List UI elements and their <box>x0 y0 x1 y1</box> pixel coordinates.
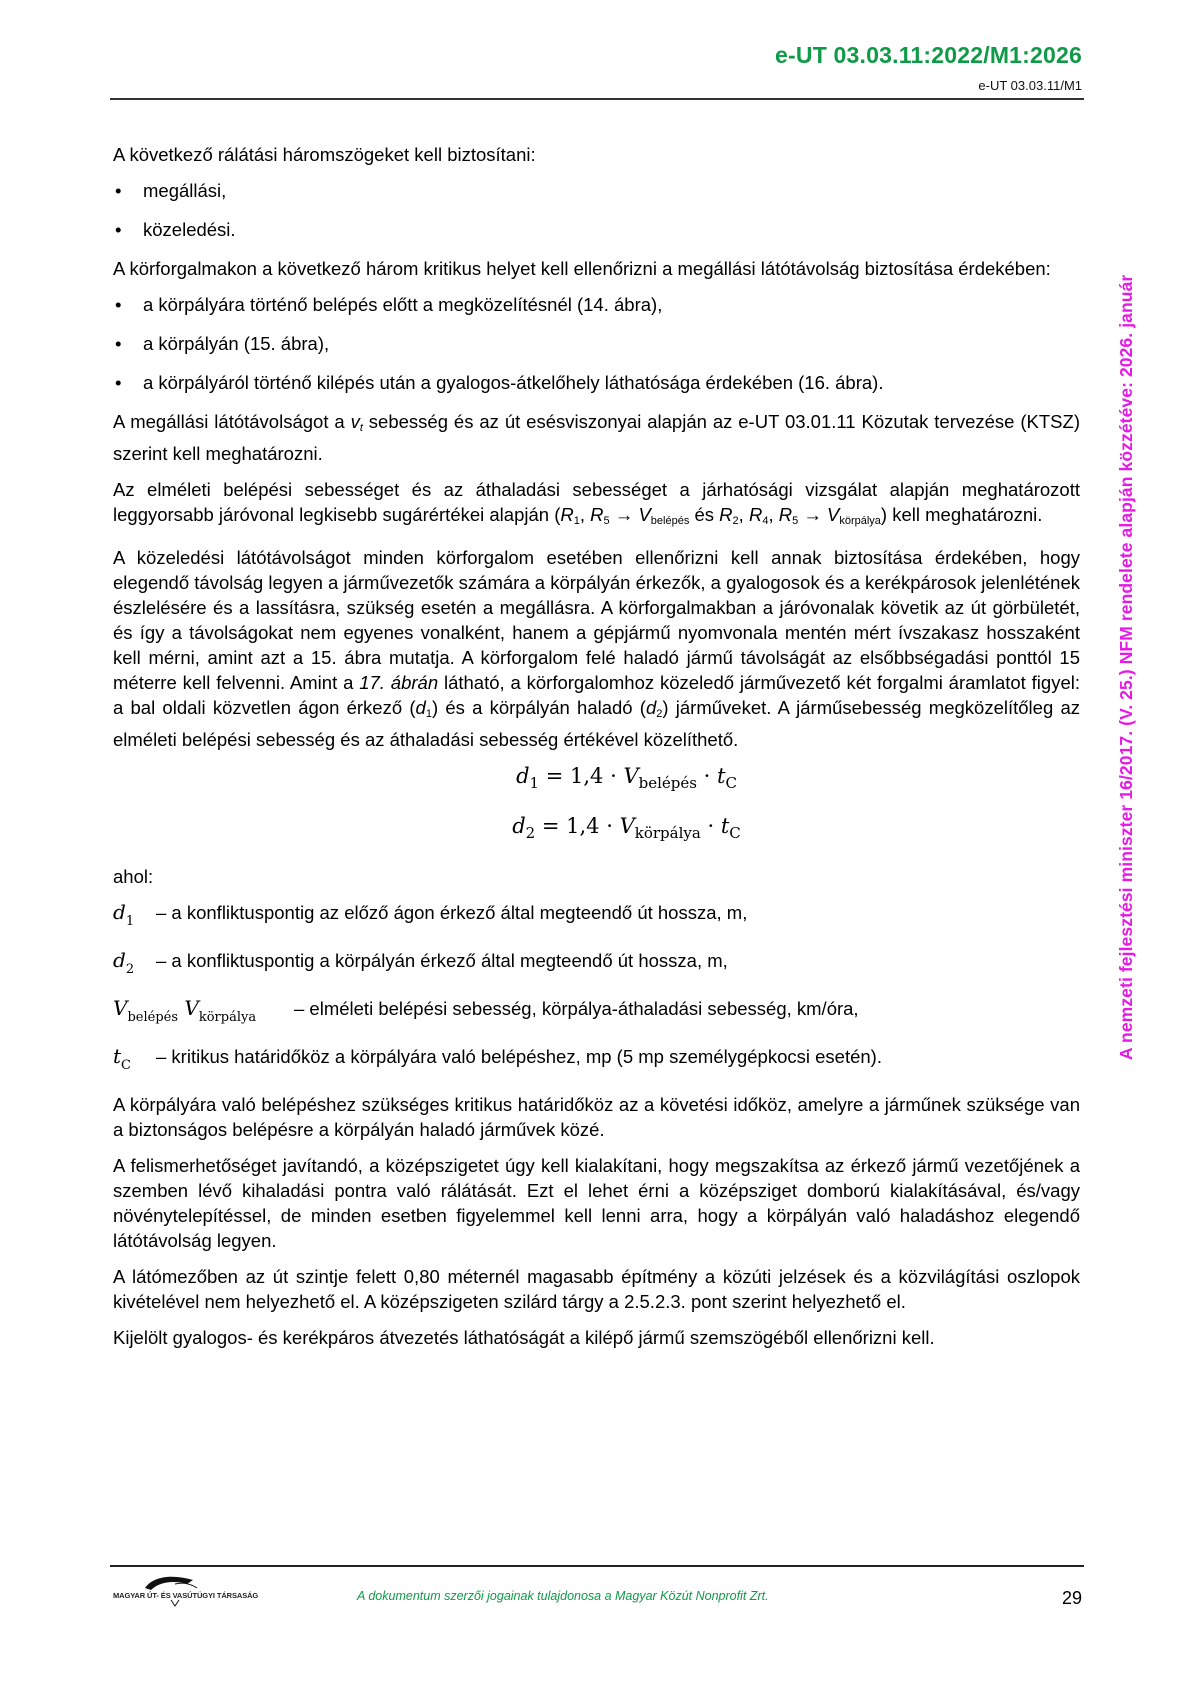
paragraph-central-island: A felismerhetőséget javítandó, a középszigetet úgy kell kialakítani, hogy megszakítsa az érkező jármű vezetőjének a szemben lévő kihaladási pontra való rálátását. Ezt el lehet érni a középsziget domború kialakításával, és/vagy növénytelepítéssel, de minden esetben figyelemmel kell lenni arra, hogy a körpályán való haladáshoz elegendő látótávolság legyen. <box>113 1155 1080 1251</box>
copyright-notice: A dokumentum szerzői jogainak tulajdonosa a Magyar Közút Nonprofit Zrt. <box>357 1589 769 1603</box>
bullet-icon: • <box>115 180 122 201</box>
list-item: • a körpályán (15. ábra), <box>115 333 330 354</box>
definition-row: $t_C$ – kritikus határidőköz a körpályára való belépéshez, mp (5 mp személygépkocsi esetén). <box>113 1044 882 1073</box>
page-body <box>113 142 1080 1361</box>
bullet-icon: • <box>115 333 122 354</box>
paragraph-stopping-distance: A megállási látótávolságot a $v_t$ sebesség és az út esésviszonyai alapján az e-UT 03.01.11 Közutak tervezése (KTSZ) szerint kell meghatározni. <box>113 411 1080 464</box>
definition-row: $V_{belépés}$ $V_{körpálya}$ – elméleti belépési sebesség, körpálya-áthaladási sebesség, km/óra, <box>113 996 859 1025</box>
formula-d1: $d_1 = 1,4 \cdot V_{belépés} \cdot t_C$ <box>516 764 737 792</box>
footer-divider <box>110 1565 1084 1567</box>
paragraph-critical-gap: A körpályára való belépéshez szükséges kritikus határidőköz az a követési időköz, amelyre a járműnek szüksége van a biztonságos belépésre a körpályán haladó járművek közé. <box>113 1094 1080 1140</box>
publication-side-note: A nemzeti fejlesztési miniszter 16/2017. (V. 25.) NFM rendelete alapján közzétéve: 2026. január <box>1116 274 1136 1060</box>
bullet-icon: • <box>115 219 122 240</box>
paragraph-crossing-visibility: Kijelölt gyalogos- és kerékpáros átvezetés láthatóságát a kilépő jármű szemszögéből ellenőrizni kell. <box>113 1327 935 1348</box>
variable-definitions <box>113 900 1080 1078</box>
society-logo <box>113 1570 263 1610</box>
where-label: ahol: <box>113 866 154 887</box>
list-item: • közeledési. <box>115 219 236 240</box>
triangle-type-list <box>113 178 1080 242</box>
logo-text: MAGYAR ÚT- ÉS VASÚTÜGYI TÁRSASÁG <box>113 1591 259 1600</box>
formula-d2: $d_2 = 1,4 \cdot V_{körpálya} \cdot t_C$ <box>512 814 741 842</box>
paragraph-entry-speed: Az elméleti belépési sebességet és az áthaladási sebességet a járhatósági vizsgálat alapján meghatározott leggyorsabb járóvonal legkisebb sugárértékei alapján ($R_1$, $R_5 \to V_{belépés}$ és $R_2$, $R_4$, $R_5 \to V_{körpálya}$) kell meghatározni. <box>113 479 1080 527</box>
list-item: • a körpályára történő belépés előtt a megközelítésnél (14. ábra), <box>115 294 663 315</box>
list-item: • a körpályáról történő kilépés után a gyalogos-átkelőhely láthatósága érdekében (16. ábra). <box>115 372 884 393</box>
paragraph-intro: A következő rálátási háromszögeket kell biztosítani: <box>113 144 536 165</box>
road-logo-icon <box>113 1570 263 1610</box>
critical-places-list <box>113 292 1080 395</box>
bullet-icon: • <box>115 372 122 393</box>
paragraph-critical-places: A körforgalmakon a következő három kritikus helyet kell ellenőrizni a megállási látótávolság biztosítása érdekében: <box>113 258 1051 279</box>
header-divider <box>110 98 1084 100</box>
document-code-subtitle: e-UT 03.03.11/M1 <box>978 78 1082 93</box>
list-item: • megállási, <box>115 180 227 201</box>
paragraph-approach-distance: A közeledési látótávolságot minden körforgalom esetében ellenőrizni kell annak biztosítása érdekében, hogy elegendő távolság legyen a járművezetők számára a körpályán érkezők, a gyalogosok és a kerékpárosok jelenlétének észlelésére és a lassításra, szükség esetén a megállásra. A körforgalmakban a járóvonalak követik az út görbületét, és így a távolságokat nem egyenes vonalként, hanem a gépjármű nyomvonala mentén mért ívszakasz hosszaként kell mérni, amint azt a 15. ábra mutatja. A körforgalom felé haladó jármű távolságát az elsőbbségadási ponttól 15 méterre kell felvenni. Amint a 17. ábrán látható, a körforgalomhoz közeledő járművezető két forgalmi áramlatot figyel: a bal oldali közvetlen ágon érkező $(d_1)$ és a körpályán haladó $(d_2)$ járműveket. A járműsebesség megközelítőleg az elméleti belépési sebesség és az áthaladási sebesség értékével közelíthető. <box>113 547 1080 750</box>
definition-row: $d_1$ – a konfliktuspontig az előző ágon érkező által megteendő út hossza, m, <box>113 900 748 929</box>
definition-row: $d_2$ – a konfliktuspontig a körpályán érkező által megteendő út hossza, m, <box>113 948 728 977</box>
paragraph-visibility-field: A látómezőben az út szintje felett 0,80 méternél magasabb építmény a közúti jelzések és a közvilágítási oszlopok kivételével nem helyezhető el. A középszigeten szilárd tárgy a 2.5.2.3. pont szerint helyezhető el. <box>113 1266 1080 1312</box>
page-number: 29 <box>1061 1588 1082 1608</box>
document-code-title: e-UT 03.03.11:2022/M1:2026 <box>775 42 1082 68</box>
bullet-icon: • <box>115 294 122 315</box>
